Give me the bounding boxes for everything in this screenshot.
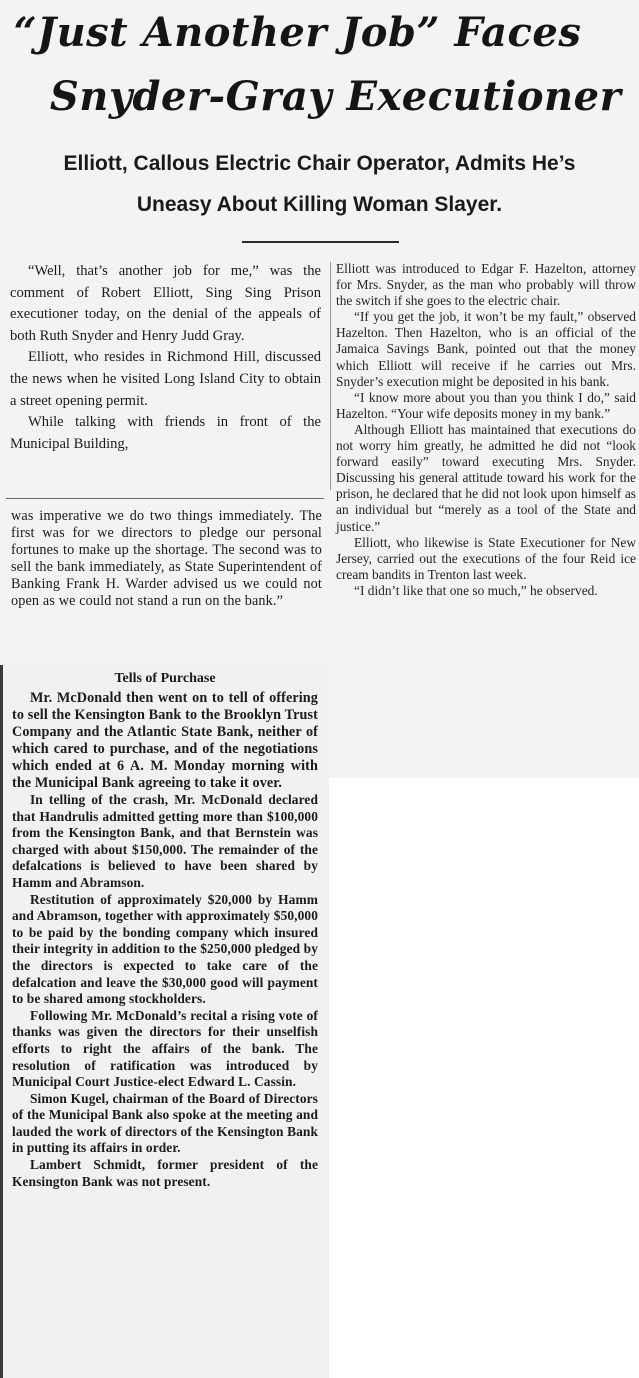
headline-line-2: Snyder-Gray Executioner [49,73,622,120]
article-paragraph: Although Elliott has maintained that executions do not worry him greatly, he admitted he did not “look forward easily” toward executing Mrs. Snyder. Discussing his general attitude toward his work for the prison, he declared that he did not look upon himself as an individual but “merely as a tool of the State and justice.” [336,421,636,534]
column-divider [330,262,331,490]
article-paragraph: “If you get the job, it won’t be my fault,” observed Hazelton. Then Hazelton, who is an official of the Jamaica Savings Bank, pointed out that the money which Elliott will receive if he carries out Mrs. Snyder’s execution might be deposited in his bank. [336,309,636,389]
deck-subheadline [0,150,639,219]
article-paragraph: “I know more about you than you think I do,” said Hazelton. “Your wife deposits money in my bank.” [336,389,636,421]
section-subhead: Tells of Purchase [114,671,216,686]
article-paragraph: While talking with friends in front of the Municipal Building, [10,414,321,452]
article-paragraph: Mr. McDonald then went on to tell of offering to sell the Kensington Bank to the Brooklyn Trust Company and the Atlantic State Bank, neither of which cared to purchase, and of the negotiations which ended at 6 A. M. Monday morning with the Municipal Bank agreeing to take it over. [12,690,318,791]
headline-line-1: “Just Another Job” Faces [13,9,582,56]
article-paragraph: “I didn’t like that one so much,” he observed. [354,582,598,598]
article-paragraph: Lambert Schmidt, former president of the Kensington Bank was not present. [12,1157,318,1189]
article-paragraph: In telling of the crash, Mr. McDonald declared that Handrulis admitted getting more than $100,000 from the Kensington Bank, and that Bernstein was charged with about $150,000. The remainder of the defalcations is believed to have been shared by Hamm and Abramson. [12,792,318,890]
article-paragraph: Restitution of approximately $20,000 by Hamm and Abramson, together with approximately $50,000 to be paid by the bonding company which insured their integrity in addition to the $250,000 pledged by the directors is expected to take care of the defalcation and leave the $30,000 good will payment to be shared among stockholders. [12,891,318,1007]
clipping-bank-story [0,665,329,1378]
article-paragraph: Simon Kugel, chairman of the Board of Directors of the Municipal Bank also spoke at the meeting and lauded the work of directors of the Kensington Bank in putting its affairs in order. [12,1090,318,1156]
article-paragraph: Elliott was introduced to Edgar F. Hazelton, attorney for Mrs. Snyder, as the man who probably will throw the switch if she goes to the electric chair. [336,261,636,309]
article-paragraph: Elliott, who resides in Richmond Hill, discussed the news when he visited Long Island City to obtain a street opening permit. [10,349,321,409]
deck-line-1: Elliott, Callous Electric Chair Operator, Admits He’s [63,152,576,175]
headline-rule [242,241,399,243]
article-paragraph: Following Mr. McDonald’s recital a rising vote of thanks was given the directors for their unselfish efforts to right the affairs of the bank. The resolution of ratification was introduced by Municipal Court Justice-elect Edward L. Cassin. [12,1007,318,1090]
article-column-2 [336,261,636,599]
bank-story-intro [11,508,322,610]
clipping-separator [6,498,324,499]
article-column-1 [10,261,321,455]
bank-story-body [12,690,318,1190]
bank-story-column [12,670,318,1190]
article-paragraph: “Well, that’s another job for me,” was the comment of Robert Elliott, Sing Sing Prison executioner today, on the denial of the appeals of both Ruth Snyder and Henry Judd Gray. [10,263,321,344]
article-paragraph: Elliott, who likewise is State Executioner for New Jersey, carried out the executions of the four Reid ice cream bandits in Trenton last week. [336,534,636,582]
deck-line-2: Uneasy About Killing Woman Slayer. [136,193,503,216]
article-paragraph: was imperative we do two things immediately. The first was for we directors to pledge our personal fortunes to make up the shortage. The second was to sell the bank immediately, as State Superintendent of Banking Frank H. Warder advised us we could not open as we could not stand a run on the bank.” [11,508,322,609]
